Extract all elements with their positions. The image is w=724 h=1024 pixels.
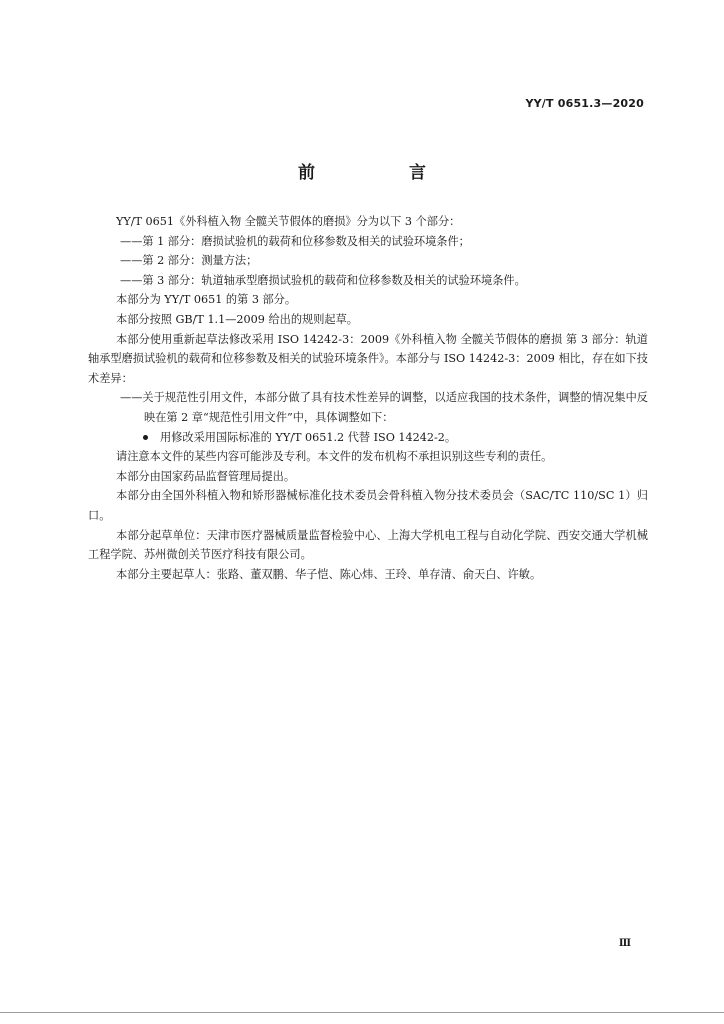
page-title: 前 言 <box>298 163 470 183</box>
paragraph-drafting-units: 本部分起草单位：天津市医疗器械质量监督检验中心、上海大学机电工程与自动化学院、西安交通大学机械工程学院、苏州微创关节医疗科技有限公司。 <box>88 528 648 562</box>
paragraph-drafters: 本部分主要起草人：张路、董双鹏、华子恺、陈心炜、王玲、单存清、俞天白、许敏。 <box>116 567 542 581</box>
bullet-dot-icon <box>143 435 148 440</box>
foreword-body <box>88 212 648 584</box>
dash-item-part-1: ——第 1 部分：磨损试验机的载荷和位移参数及相关的试验环境条件； <box>120 234 470 248</box>
paragraph-part-statement: 本部分为 YY/T 0651 的第 3 部分。 <box>116 293 297 307</box>
bullet-item-text: 用修改采用国际标准的 YY/T 0651.2 代替 ISO 14242-2。 <box>160 430 457 444</box>
dash-item-part-3: ——第 3 部分：轨道轴承型磨损试验机的载荷和位移参数及相关的试验环境条件。 <box>120 273 526 287</box>
paragraph-parts-intro: YY/T 0651《外科植入物 全髋关节假体的磨损》分为以下 3 个部分： <box>116 215 461 228</box>
bullet-item-replacement <box>88 428 648 448</box>
bottom-divider <box>0 1012 724 1013</box>
paragraph-adoption: 本部分使用重新起草法修改采用 ISO 14242-3：2009《外科植入物 全髋关节假体的磨损 第 3 部分：轨道轴承型磨损试验机的载荷和位移参数及相关的试验环境条件》。本部分与 ISO 14242-3：2009 相比，存在如下技术差异： <box>88 332 648 385</box>
paragraph-proposer: 本部分由国家药品监督管理局提出。 <box>116 469 296 483</box>
page-number: Ⅲ <box>618 938 631 949</box>
dash-item-part-2: ——第 2 部分：测量方法； <box>120 254 258 268</box>
paragraph-patent-notice: 请注意本文件的某些内容可能涉及专利。本文件的发布机构不承担识别这些专利的责任。 <box>116 450 553 464</box>
dash-item-normative-references: ——关于规范性引用文件，本部分做了具有技术性差异的调整，以适应我国的技术条件，调整的情况集中反映在第 2 章“规范性引用文件”中，具体调整如下： <box>120 391 648 424</box>
paragraph-administrator: 本部分由全国外科植入物和矫形器械标准化技术委员会骨科植入物分技术委员会（SAC/TC 110/SC 1）归口。 <box>88 489 648 522</box>
standard-number: YY/T 0651.3—2020 <box>525 97 644 110</box>
paragraph-drafting-rules: 本部分按照 GB/T 1.1—2009 给出的规则起草。 <box>116 312 358 326</box>
